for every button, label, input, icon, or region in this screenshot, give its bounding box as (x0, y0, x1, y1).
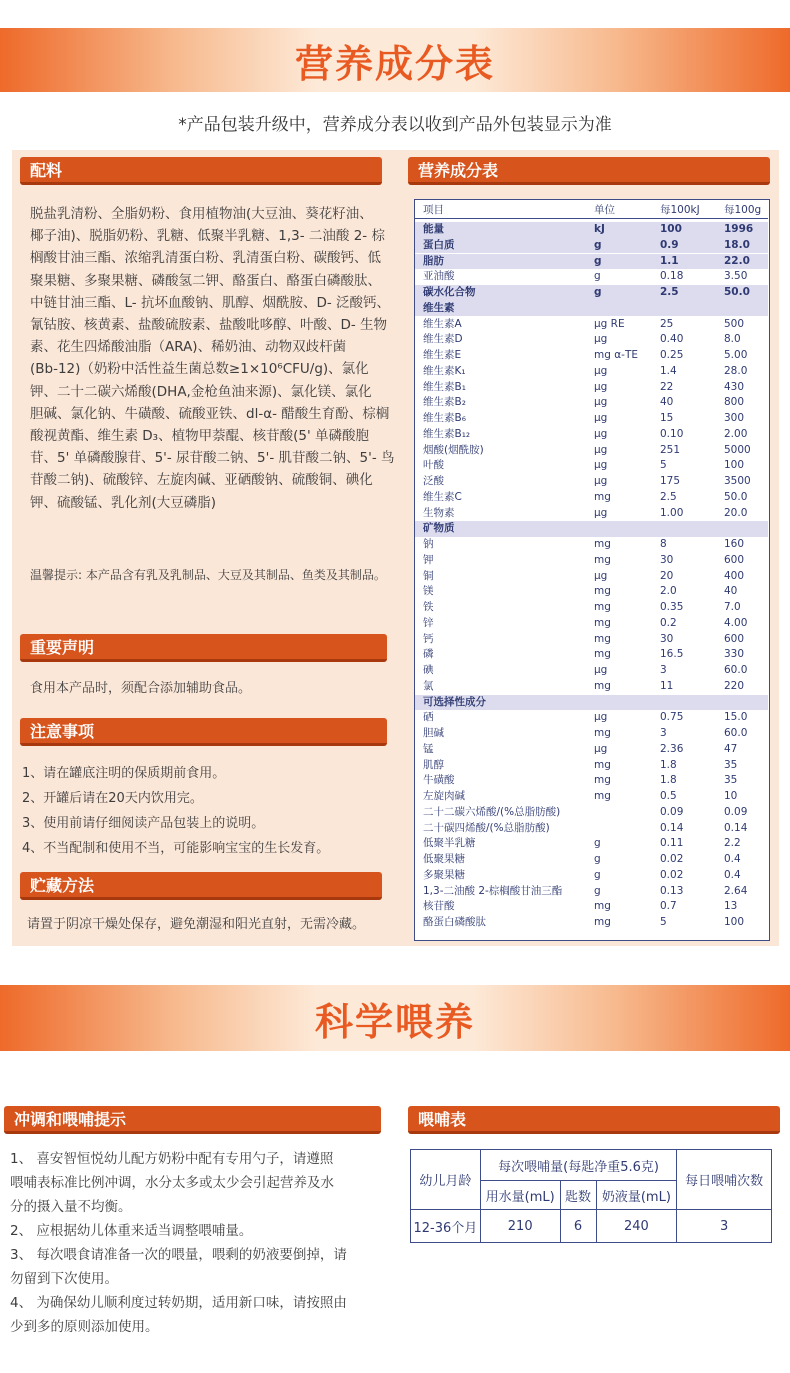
feeding-banner (0, 985, 790, 1051)
nutrient-name: 二十二碳六烯酸/(%总脂肪酸) (423, 805, 561, 818)
nutrient-unit: μg (594, 396, 608, 409)
prep-line: 4、 为确保幼儿顺利度过转奶期，适用新口味，请按照由 (10, 1295, 347, 1311)
per-100kj-value: 22 (660, 380, 674, 393)
nutrient-name: 维生素B₆ (423, 412, 466, 424)
per-100kj-value: 0.75 (660, 711, 684, 724)
col-age: 幼儿月龄 (411, 1150, 481, 1210)
per-100g-value: 330 (724, 648, 745, 661)
statement-text: 食用本产品时，须配合添加辅助食品。 (30, 681, 252, 696)
per-100kj-value: 0.40 (660, 333, 684, 346)
row-age: 12-36个月 (411, 1210, 481, 1243)
nutrition-row (415, 317, 768, 333)
per-100kj-value: 251 (660, 443, 681, 456)
nutrient-unit: mg (594, 790, 611, 802)
per-100g-value: 430 (724, 380, 745, 393)
nutrition-row (415, 852, 768, 868)
prep-line: 分的摄入量不均衡。 (10, 1199, 132, 1215)
prep-line: 喂哺表标准比例冲调，水分太多或太少会引起营养及水 (10, 1175, 334, 1191)
nutrient-name: 酪蛋白磷酸肽 (423, 916, 486, 928)
per-100g-value: 2.2 (724, 837, 741, 850)
nutrient-name: 锌 (423, 616, 434, 629)
nutrient-name: 维生素K₁ (423, 364, 466, 377)
note-item: 4、不当配制和使用不当，可能影响宝宝的生长发育。 (22, 841, 330, 856)
per-100kj-value: 0.35 (660, 601, 684, 613)
nutrient-name: 钠 (423, 538, 434, 550)
nutrient-unit: μg (594, 412, 608, 424)
nutrition-row (415, 600, 768, 616)
nutrient-name: 1,3-二油酸 2-棕榈酸甘油三酯 (423, 884, 563, 897)
per-100kj-value: 1.8 (660, 758, 677, 771)
per-100kj-value: 0.2 (660, 616, 677, 629)
nutrition-row (415, 899, 768, 915)
nutrition-row (415, 411, 768, 427)
sub-spoons: 匙数 (560, 1181, 596, 1210)
nutrition-row (415, 395, 768, 411)
nutrient-unit: g (594, 270, 601, 283)
per-100kj-value: 0.18 (660, 270, 684, 283)
per-100g-value: 40 (724, 585, 738, 598)
nutrition-row (415, 695, 768, 711)
per-100g-value: 0.09 (724, 805, 748, 818)
per-100kj-value: 5 (660, 916, 667, 928)
nutrient-name: 维生素 (423, 301, 455, 314)
nutrient-name: 多聚果糖 (423, 868, 465, 881)
nutrient-name: 脂肪 (423, 254, 444, 267)
nutrient-unit: mg (594, 758, 611, 771)
prep-line: 3、 每次喂食请准备一次的喂量，喂剩的奶液要倒掉，请 (10, 1247, 347, 1263)
per-100kj-value: 5 (660, 459, 667, 472)
per-100g-value: 3.50 (724, 270, 748, 283)
nutrition-row (415, 915, 768, 931)
nutrition-row (415, 537, 768, 553)
nutrient-unit: mg (594, 679, 611, 692)
ingredients-line: 胆碱、氯化钠、牛磺酸、硫酸亚铁、dl-α- 醋酸生育酚、棕榈 (30, 405, 390, 422)
nutrition-row (415, 238, 768, 254)
nutrition-heading: 营养成分表 (408, 157, 770, 185)
nutrition-row (415, 884, 768, 900)
nutrient-name: 可选择性成分 (423, 695, 486, 708)
nutrition-row (415, 348, 768, 364)
per-100g-value: 0.14 (724, 821, 748, 834)
ingredients-line: (Bb-12)（奶粉中活性益生菌总数≥1×10⁶CFU/g)、氯化 (30, 361, 369, 378)
feeding-table (410, 1149, 772, 1243)
nutrition-table (414, 199, 770, 941)
banner-title: 营养成分表 (294, 41, 495, 86)
per-100kj-value: 1.8 (660, 774, 677, 787)
row-times: 3 (677, 1210, 772, 1243)
storage-text: 请置于阴凉干燥处保存，避免潮湿和阳光直射，无需冷藏。 (27, 917, 366, 932)
banner-title-2: 科学喂养 (314, 999, 475, 1044)
header-item: 项目 (423, 204, 444, 216)
nutrition-row (415, 301, 768, 317)
nutrient-unit: μg (594, 475, 608, 487)
row-milk: 240 (596, 1210, 677, 1243)
per-100g-value: 600 (724, 632, 745, 645)
per-100g-value: 28.0 (724, 364, 748, 377)
sub-milk: 奶液量(mL) (596, 1181, 677, 1210)
nutrient-unit: g (594, 853, 601, 865)
per-100g-value: 5.00 (724, 349, 748, 361)
ingredients-line: 榈酸甘油三酯、浓缩乳清蛋白粉、乳清蛋白粉、碳酸钙、低 (30, 250, 381, 267)
ingredients-line: 苷、5' 单磷酸腺苷、5'- 尿苷酸二钠、5'- 肌苷酸二钠、5'- 鸟 (30, 450, 395, 467)
per-100g-value: 160 (724, 538, 745, 550)
per-100kj-value: 0.02 (660, 868, 684, 881)
per-100kj-value: 0.25 (660, 349, 684, 361)
nutrition-row (415, 222, 768, 238)
nutrient-unit: μg (594, 506, 608, 519)
nutrition-row (415, 758, 768, 774)
per-100kj-value: 100 (660, 223, 682, 235)
nutrition-row (415, 364, 768, 380)
ingredients-line: 中链甘油三酯、L- 抗坏血酸钠、肌醇、烟酰胺、D- 泛酸钙、 (30, 294, 391, 311)
nutrient-unit: μg RE (594, 317, 625, 330)
row-water: 210 (480, 1210, 560, 1243)
per-100g-value: 2.64 (724, 884, 748, 897)
nutrient-name: 维生素A (423, 317, 462, 330)
per-100g-value: 500 (724, 317, 745, 330)
per-100g-value: 60.0 (724, 727, 748, 739)
per-100g-value: 7.0 (724, 601, 741, 613)
per-100g-value: 15.0 (724, 711, 748, 724)
per-100kj-value: 30 (660, 553, 674, 566)
per-100kj-value: 0.9 (660, 238, 679, 251)
prep-line: 2、 应根据幼儿体重来适当调整喂哺量。 (10, 1223, 253, 1239)
nutrient-name: 矿物质 (423, 522, 455, 535)
nutrient-unit: μg (594, 569, 608, 582)
ingredients-line: 酸视黄酯、维生素 D₃、植物甲萘醌、核苷酸(5' 单磷酸胞 (30, 428, 369, 444)
nutrient-unit: g (594, 286, 602, 298)
ingredients-heading: 配料 (20, 157, 382, 185)
per-100kj-value: 8 (660, 538, 667, 550)
per-100kj-value: 20 (660, 569, 674, 582)
nutrition-row (415, 553, 768, 569)
per-100g-value: 47 (724, 742, 738, 755)
ingredients-line: 素、花生四烯酸油脂（ARA)、稀奶油、动物双歧杆菌 (30, 339, 347, 356)
per-100g-value: 10 (724, 790, 738, 802)
nutrition-row (415, 726, 768, 742)
per-100g-value: 20.0 (724, 506, 748, 519)
ingredients-line: 钾、硫酸锰、乳化剂(大豆磷脂) (30, 494, 217, 511)
nutrient-unit: mg (594, 632, 611, 645)
nutrient-name: 碘 (423, 664, 434, 676)
nutrient-name: 钙 (423, 632, 434, 645)
notes-heading: 注意事项 (20, 718, 387, 746)
per-100kj-value: 2.36 (660, 742, 684, 755)
nutrient-unit: mg (594, 900, 611, 913)
prep-heading: 冲调和喂哺提示 (4, 1106, 381, 1134)
col-amount: 每次喂哺量(每匙净重5.6克) (480, 1150, 677, 1181)
nutrient-name: 维生素E (423, 349, 462, 361)
header-per-100kj: 每100kJ (660, 204, 700, 216)
per-100g-value: 0.4 (724, 868, 741, 881)
row-spoons: 6 (560, 1210, 596, 1243)
nutrition-row (415, 332, 768, 348)
per-100kj-value: 0.02 (660, 853, 684, 865)
per-100g-value: 8.0 (724, 333, 741, 346)
feeding-heading: 喂哺表 (408, 1106, 780, 1134)
nutrient-name: 叶酸 (423, 459, 444, 472)
per-100g-value: 100 (724, 459, 745, 472)
sub-water: 用水量(mL) (480, 1181, 560, 1210)
nutrient-unit: mg (594, 616, 611, 629)
ingredients-line: 氰钴胺、核黄素、盐酸硫胺素、盐酸吡哆醇、叶酸、D- 生物 (30, 317, 388, 333)
nutrient-unit: g (594, 238, 602, 251)
per-100g-value: 300 (724, 412, 745, 424)
nutrition-row (415, 789, 768, 805)
per-100g-value: 1996 (724, 223, 754, 235)
note-item: 1、请在罐底注明的保质期前食用。 (22, 766, 226, 781)
nutrient-unit: mg α-TE (594, 349, 638, 361)
nutrient-name: 蛋白质 (423, 238, 455, 251)
nutrient-name: 牛磺酸 (423, 774, 455, 787)
nutrient-name: 二十碳四烯酸/(%总脂肪酸) (423, 821, 550, 834)
nutrient-name: 硒 (423, 711, 434, 724)
nutrition-row (415, 458, 768, 474)
nutrient-unit: μg (594, 664, 608, 676)
top-banner (0, 28, 790, 92)
nutrient-name: 生物素 (423, 506, 455, 519)
nutrition-row (415, 285, 768, 301)
per-100kj-value: 11 (660, 679, 674, 692)
header-per-100g: 每100g (724, 204, 762, 216)
nutrition-row (415, 380, 768, 396)
nutrient-name: 钾 (423, 553, 434, 566)
nutrition-row (415, 269, 768, 285)
nutrient-unit: μg (594, 380, 608, 393)
per-100kj-value: 30 (660, 632, 674, 645)
nutrition-row (415, 490, 768, 506)
nutrition-row (415, 742, 768, 758)
nutrition-row (415, 647, 768, 663)
nutrition-row (415, 632, 768, 648)
per-100g-value: 35 (724, 774, 738, 787)
per-100kj-value: 2.5 (660, 286, 679, 298)
nutrition-row (415, 506, 768, 522)
nutrition-row (415, 710, 768, 726)
nutrition-row (415, 679, 768, 695)
per-100kj-value: 0.09 (660, 805, 684, 818)
per-100kj-value: 2.0 (660, 585, 677, 598)
nutrition-row (415, 584, 768, 600)
storage-heading: 贮藏方法 (20, 872, 382, 900)
nutrient-name: 肌醇 (423, 758, 444, 771)
ingredients-line: 钾、二十二碳六烯酸(DHA,金枪鱼油来源)、氯化镁、氯化 (30, 383, 372, 400)
per-100kj-value: 15 (660, 412, 674, 424)
nutrition-row (415, 836, 768, 852)
nutrient-name: 烟酸(烟酰胺) (423, 443, 484, 456)
nutrient-name: 胆碱 (423, 727, 444, 739)
nutrition-row (415, 773, 768, 789)
allergen-warning: 温馨提示: 本产品含有乳及乳制品、大豆及其制品、鱼类及其制品。 (30, 568, 386, 582)
nutrient-unit: μg (594, 364, 608, 377)
per-100g-value: 35 (724, 758, 738, 771)
nutrient-name: 镁 (423, 585, 434, 598)
per-100kj-value: 25 (660, 317, 674, 330)
nutrient-unit: mg (594, 490, 611, 503)
per-100kj-value: 3 (660, 727, 667, 739)
per-100kj-value: 0.10 (660, 427, 684, 440)
nutrient-name: 维生素C (423, 490, 462, 503)
prep-line: 勿留到下次使用。 (10, 1271, 118, 1287)
nutrition-row (415, 868, 768, 884)
nutrient-name: 维生素B₁ (423, 380, 466, 393)
per-100g-value: 50.0 (724, 286, 750, 298)
prep-line: 少到多的原则添加使用。 (10, 1319, 159, 1335)
nutrient-name: 维生素B₂ (423, 396, 466, 409)
nutrient-name: 碳水化合物 (423, 286, 476, 298)
nutrient-name: 泛酸 (423, 475, 444, 487)
note-item: 2、开罐后请在20天内饮用完。 (22, 791, 203, 806)
per-100g-value: 50.0 (724, 490, 748, 503)
per-100kj-value: 175 (660, 475, 681, 487)
nutrient-unit: mg (594, 538, 611, 550)
per-100kj-value: 0.7 (660, 900, 677, 913)
nutrient-name: 核苷酸 (423, 900, 455, 913)
per-100g-value: 4.00 (724, 616, 748, 629)
ingredients-line: 苷酸二钠)、硫酸锌、左旋肉碱、亚硒酸钠、硫酸铜、碘化 (30, 472, 373, 489)
packaging-note: *产品包装升级中，营养成分表以收到产品外包装显示为准 (178, 115, 612, 135)
ingredients-line: 脱盐乳清粉、全脂奶粉、食用植物油(大豆油、葵花籽油、 (30, 206, 373, 222)
statement-heading: 重要声明 (20, 634, 387, 662)
per-100g-value: 100 (724, 916, 745, 928)
nutrient-unit: g (594, 884, 601, 897)
per-100g-value: 60.0 (724, 664, 748, 676)
per-100kj-value: 1.1 (660, 254, 679, 267)
nutrition-table-header (415, 203, 768, 219)
nutrient-unit: μg (594, 427, 608, 440)
nutrient-unit: mg (594, 553, 611, 566)
nutrition-row (415, 427, 768, 443)
col-times: 每日喂哺次数 (677, 1150, 772, 1210)
nutrient-name: 左旋肉碱 (423, 790, 465, 802)
nutrient-name: 铜 (423, 569, 434, 582)
per-100kj-value: 1.00 (660, 506, 684, 519)
nutrient-unit: μg (594, 742, 608, 755)
per-100g-value: 0.4 (724, 853, 741, 865)
per-100g-value: 3500 (724, 475, 751, 487)
nutrient-unit: mg (594, 727, 611, 739)
nutrient-unit: μg (594, 333, 608, 346)
ingredients-line: 聚果糖、多聚果糖、磷酸氢二钾、酪蛋白、酪蛋白磷酸肽、 (30, 272, 381, 289)
per-100kj-value: 0.14 (660, 821, 684, 834)
nutrition-row (415, 805, 768, 821)
per-100g-value: 600 (724, 553, 745, 566)
nutrient-unit: mg (594, 774, 611, 787)
nutrient-unit: μg (594, 459, 608, 472)
nutrient-unit: mg (594, 648, 611, 661)
per-100kj-value: 1.4 (660, 364, 677, 377)
nutrient-unit: μg (594, 443, 608, 456)
nutrition-row (415, 474, 768, 490)
per-100g-value: 13 (724, 900, 738, 913)
nutrient-unit: μg (594, 711, 608, 724)
per-100kj-value: 0.13 (660, 884, 684, 897)
nutrition-row (415, 443, 768, 459)
ingredients-line: 椰子油)、脱脂奶粉、乳糖、低聚半乳糖、1,3- 二油酸 2- 棕 (30, 228, 385, 245)
nutrient-name: 磷 (423, 648, 434, 661)
per-100kj-value: 40 (660, 396, 674, 409)
nutrient-unit: g (594, 254, 602, 267)
nutrient-unit: g (594, 837, 601, 850)
nutrient-name: 锰 (423, 742, 434, 755)
nutrition-row (415, 254, 768, 270)
nutrient-name: 氯 (423, 679, 434, 692)
nutrient-unit: mg (594, 601, 611, 613)
nutrient-name: 铁 (423, 601, 434, 613)
nutrition-row (415, 616, 768, 632)
nutrient-unit: mg (594, 585, 611, 598)
per-100kj-value: 0.11 (660, 837, 684, 850)
header-unit: 单位 (594, 204, 615, 216)
note-item: 3、使用前请仔细阅读产品包装上的说明。 (22, 816, 265, 831)
per-100kj-value: 16.5 (660, 648, 684, 661)
per-100g-value: 5000 (724, 443, 751, 456)
nutrition-row (415, 663, 768, 679)
nutrition-row (415, 821, 768, 837)
nutrient-name: 能量 (423, 223, 444, 235)
per-100kj-value: 0.5 (660, 790, 677, 802)
per-100g-value: 2.00 (724, 427, 748, 440)
per-100kj-value: 2.5 (660, 490, 677, 503)
nutrient-unit: kJ (594, 223, 605, 235)
nutrient-name: 亚油酸 (423, 270, 455, 283)
per-100g-value: 800 (724, 396, 745, 409)
per-100g-value: 18.0 (724, 238, 750, 251)
per-100g-value: 22.0 (724, 254, 750, 267)
per-100g-value: 220 (724, 679, 745, 692)
nutrient-unit: g (594, 868, 601, 881)
nutrient-name: 低聚果糖 (423, 853, 465, 865)
nutrient-name: 低聚半乳糖 (423, 837, 476, 850)
per-100g-value: 400 (724, 569, 745, 582)
nutrient-name: 维生素B₁₂ (423, 427, 471, 440)
nutrition-row (415, 521, 768, 537)
prep-line: 1、 喜安智恒悦幼儿配方奶粉中配有专用勺子，请遵照 (10, 1151, 334, 1167)
nutrition-row (415, 569, 768, 585)
nutrient-name: 维生素D (423, 333, 463, 346)
nutrient-unit: mg (594, 916, 611, 928)
per-100kj-value: 3 (660, 664, 667, 676)
